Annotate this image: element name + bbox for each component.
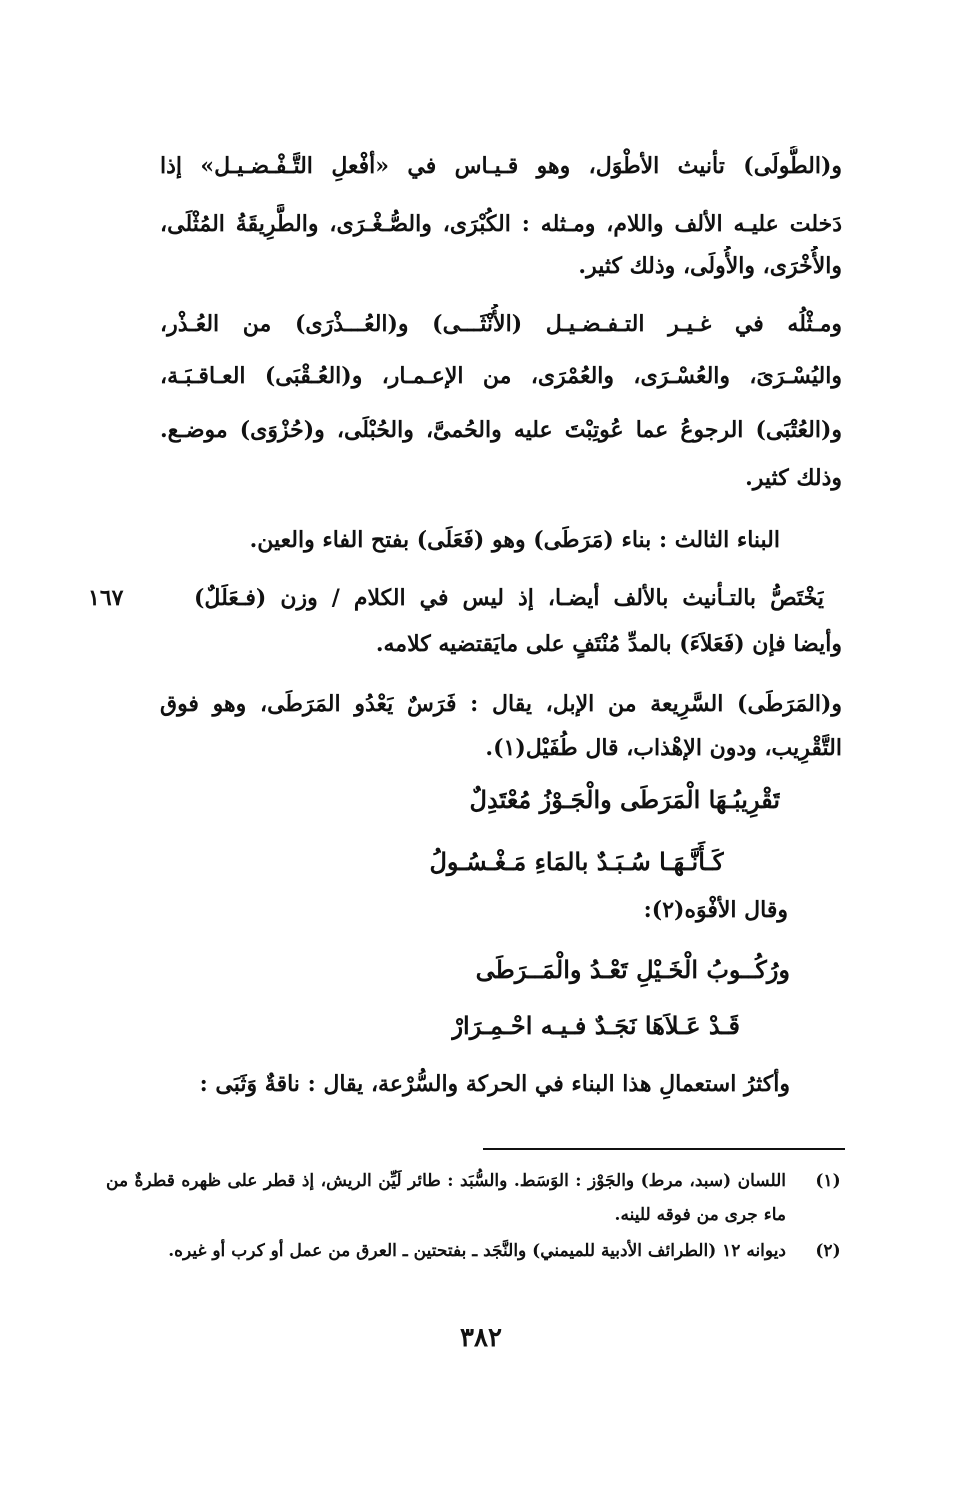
paragraph2-line-2: واليُسْـرَىَ، والعُسْـرَى، والعُمْرَى، من الإعـمـار، و(العُـقْبَى) العـاقـبَـة،	[160, 363, 842, 389]
verse2-intro: وقال الأفْوَه(٢):	[643, 897, 788, 923]
margin-page-reference: ١٦٧	[88, 585, 124, 611]
page-number: ٣٨٢	[460, 1323, 502, 1353]
footnote-1-line-2: ماء جرى من فوقه للينه.	[614, 1205, 786, 1225]
verse2-hemistich-1: ورُكُــوبُ الْخَـيْلِ تَعْـدُ والْمَــرَطَى	[475, 955, 790, 984]
paragraph4-line-1: يَخْتَصُّ بالتـأنيث بالألف أيضـا، إذ ليس في الكلام / وزن (فـعَلَلٌ)	[194, 585, 824, 611]
paragraph2-line-4: وذلك كثير.	[745, 465, 842, 491]
footnote-2-line-1: ديوانه ١٢ (الطرائف الأدبية للميمني) والنَّجَد ـ بفتحتين ـ العرق من عمل أو كرب أو غيره.	[168, 1241, 786, 1261]
verse1-hemistich-2: كَـأَنَّـهَـا سُـبَـدٌ بالمَاءِ مَـغْـسُـولُ	[429, 847, 724, 876]
paragraph1-line-2: دَخلت عليـه الألف واللام، ومـثله : الكُبْرَى، والصُّـغْـرَى، والطَّرِيقَةُ المُثْلَى،	[160, 211, 842, 237]
paragraph4-line-2: وأيضا فإن (فَعَلاَءَ) بالمدِّ مُنْتَفٍ على مايَقتضيه كلامه.	[375, 631, 842, 657]
footnote-1-line-1: اللسان (سبد، مرط) والجَوْز : الوَسَط. والسُّبَد : طائر لَيِّن الريش، إذ قطر على ظهره قطرةٌ من	[106, 1171, 786, 1191]
paragraph2-line-3: و(العُتْبَى) الرجوعُ عما عُوتِبْتَ عليه والحُمىَّ، والحُبْلَى، و(حُزْوَى) موضـع.	[160, 417, 842, 443]
paragraph3-line-1: البناء الثالث : بناء (مَرَطَى) وهو (فَعَلَى) بفتح الفاء والعين.	[249, 527, 780, 553]
paragraph5-line-2: التَّقْرِيب، ودون الإهْذاب، قال طُفَيْل(١).	[485, 735, 842, 761]
paragraph6-line-1: وأكثرُ استعمالِ هذا البناء في الحركة والسُّرْعة، يقال : ناقةٌ وَثَبَى :	[199, 1071, 790, 1097]
paragraph5-line-1: و(المَرَطَى) السَّرِيعة من الإبل، يقال : فَرَسٌ يَعْدُو المَرَطَى، وهو فوق	[160, 691, 842, 717]
footnote-separator	[483, 1148, 845, 1150]
paragraph2-line-1: ومـثْلُه في غـيـر التـفـضـيـل (الأُنْثَـــى) و(العُـــذْرَى) من العُـذْر،	[160, 311, 842, 337]
footnote-2-number: (٢)	[815, 1241, 841, 1261]
footnote-1-number: (١)	[815, 1171, 841, 1191]
verse1-hemistich-1: تَقْرِيبُـهَا الْمَرَطَى والْجَـوْزُ مُعْتَدِلٌ	[469, 785, 780, 814]
verse2-hemistich-2: قَـدْ عَـلاَهَا نَجَـدٌ فـيـه احْـمِـرَارْ	[451, 1011, 740, 1040]
paragraph1-line-1: و(الطُّولَى) تأنيث الأطْوَل، وهو قـيـاس في «أفْعلِ التَّـفْـضـيـل» إذا	[160, 153, 842, 179]
paragraph1-line-3: والأُخْرَى، والأُولَى، وذلك كثير.	[578, 253, 842, 279]
